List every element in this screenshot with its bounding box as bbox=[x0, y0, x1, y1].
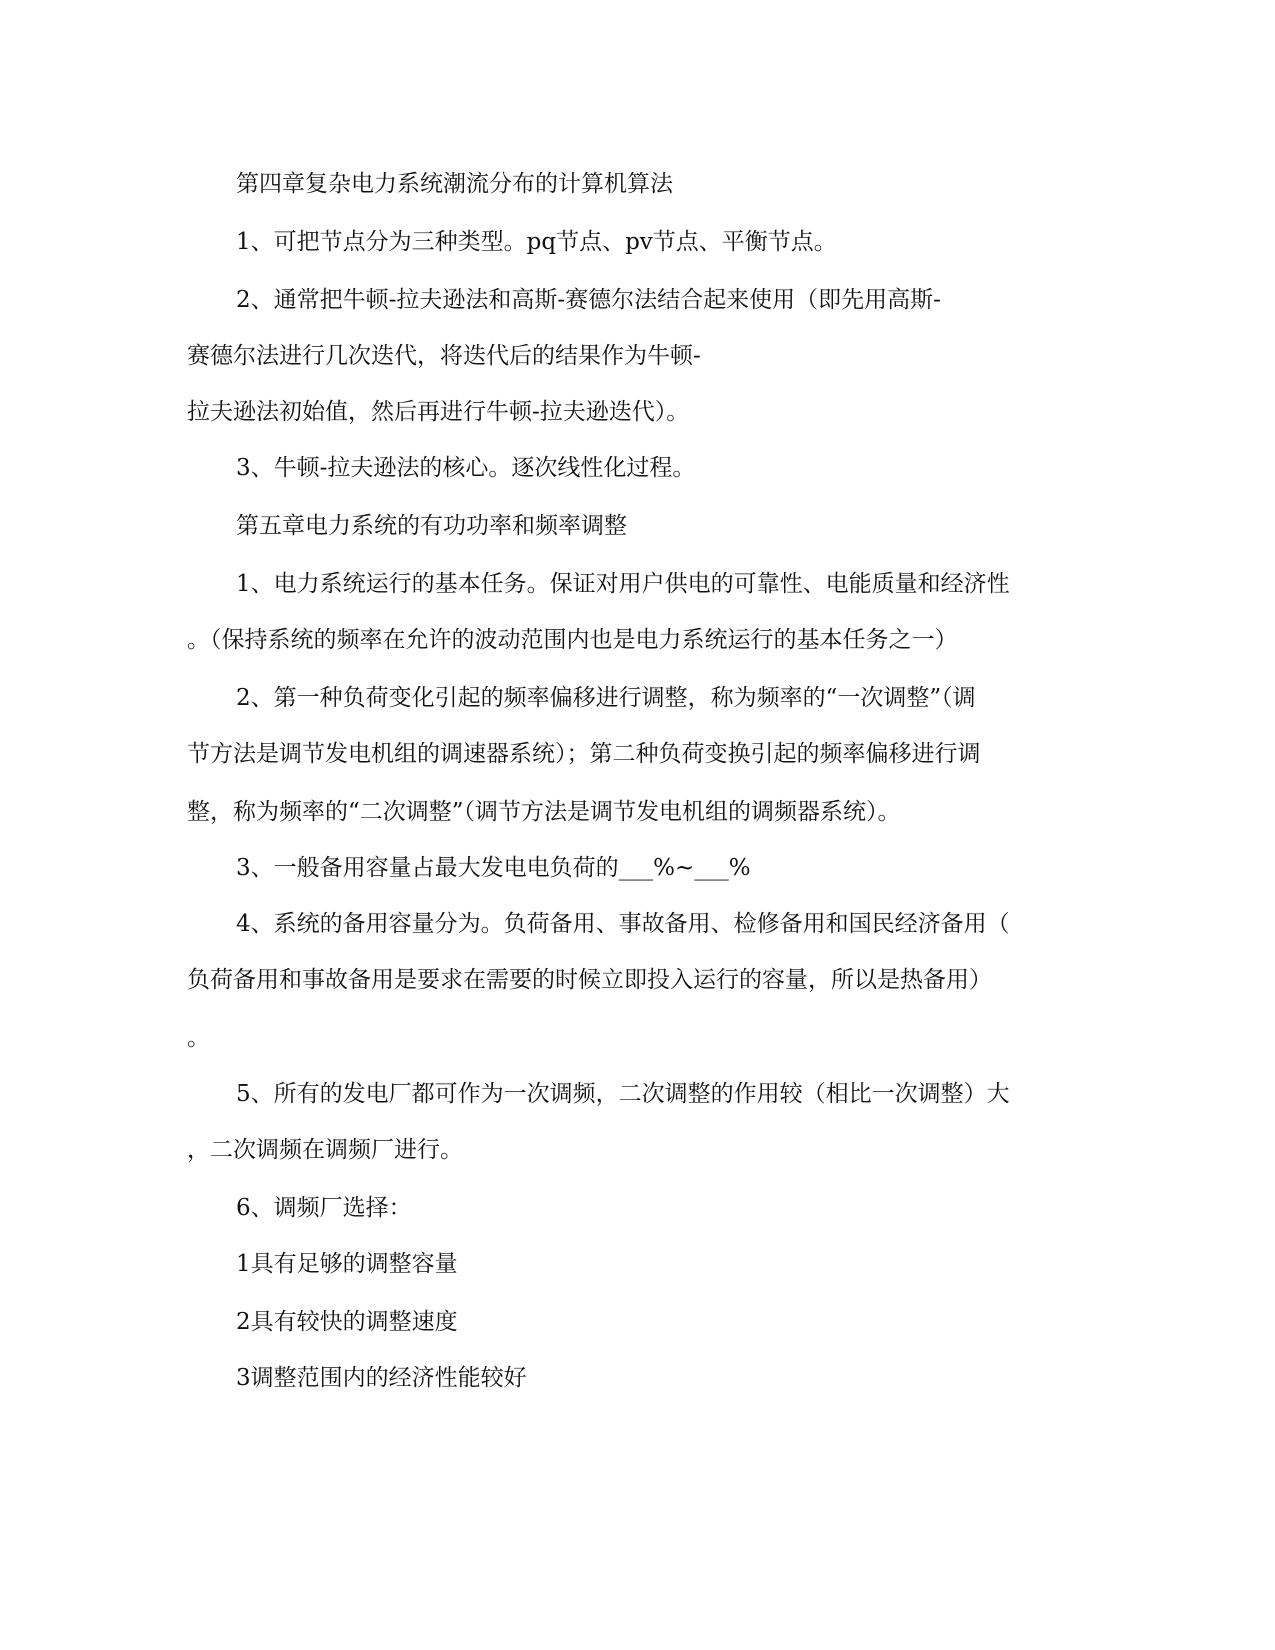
ch5-item-6-sub-2: 2具有较快的调整速度 bbox=[236, 1309, 458, 1335]
ch5-item-3: 3、一般备用容量占最大发电电负荷的___%~___% bbox=[236, 855, 751, 881]
ch4-item-2-line-3: 拉夫逊法初始值，然后再进行牛顿-拉夫逊迭代）。 bbox=[187, 399, 690, 425]
ch5-item-5-line-2: ，二次调频在调频厂进行。 bbox=[187, 1137, 463, 1163]
ch5-item-5-line-1: 5、所有的发电厂都可作为一次调频，二次调整的作用较（相比一次调整）大 bbox=[236, 1081, 1010, 1107]
chapter-5-heading: 第五章电力系统的有功功率和频率调整 bbox=[236, 513, 627, 539]
ch5-item-2-line-2: 节方法是调节发电机组的调速器系统）；第二种负荷变换引起的频率偏移进行调 bbox=[187, 741, 981, 767]
chapter-4-heading: 第四章复杂电力系统潮流分布的计算机算法 bbox=[236, 171, 673, 197]
ch5-item-6-sub-3: 3调整范围内的经济性能较好 bbox=[236, 1365, 527, 1391]
ch5-item-1-line-1: 1、电力系统运行的基本任务。保证对用户供电的可靠性、电能质量和经济性 bbox=[236, 571, 1010, 597]
ch5-item-6: 6、调频厂选择： bbox=[236, 1195, 412, 1221]
ch5-item-6-sub-1: 1具有足够的调整容量 bbox=[236, 1251, 458, 1277]
ch4-item-1: 1、可把节点分为三种类型。pq节点、pv节点、平衡节点。 bbox=[236, 229, 837, 255]
ch4-item-2-line-1: 2、通常把牛顿-拉夫逊法和高斯-赛德尔法结合起来使用（即先用高斯- bbox=[236, 287, 941, 313]
ch5-item-1-line-2: 。（保持系统的频率在允许的波动范围内也是电力系统运行的基本任务之一） bbox=[187, 627, 958, 653]
ch5-item-2-line-3: 整，称为频率的“二次调整”（调节方法是调节发电机组的调频器系统）。 bbox=[187, 799, 901, 825]
ch5-item-4-line-1: 4、系统的备用容量分为。负荷备用、事故备用、检修备用和国民经济备用（ bbox=[236, 911, 1010, 937]
ch5-item-4-line-2: 负荷备用和事故备用是要求在需要的时候立即投入运行的容量，所以是热备用） bbox=[187, 967, 992, 993]
ch5-item-4-line-3: 。 bbox=[187, 1025, 210, 1051]
ch5-item-2-line-1: 2、第一种负荷变化引起的频率偏移进行调整，称为频率的“一次调整”（调 bbox=[236, 685, 976, 711]
ch4-item-3: 3、牛顿-拉夫逊法的核心。逐次线性化过程。 bbox=[236, 455, 696, 481]
ch4-item-2-line-2: 赛德尔法进行几次迭代，将迭代后的结果作为牛顿- bbox=[187, 343, 701, 369]
